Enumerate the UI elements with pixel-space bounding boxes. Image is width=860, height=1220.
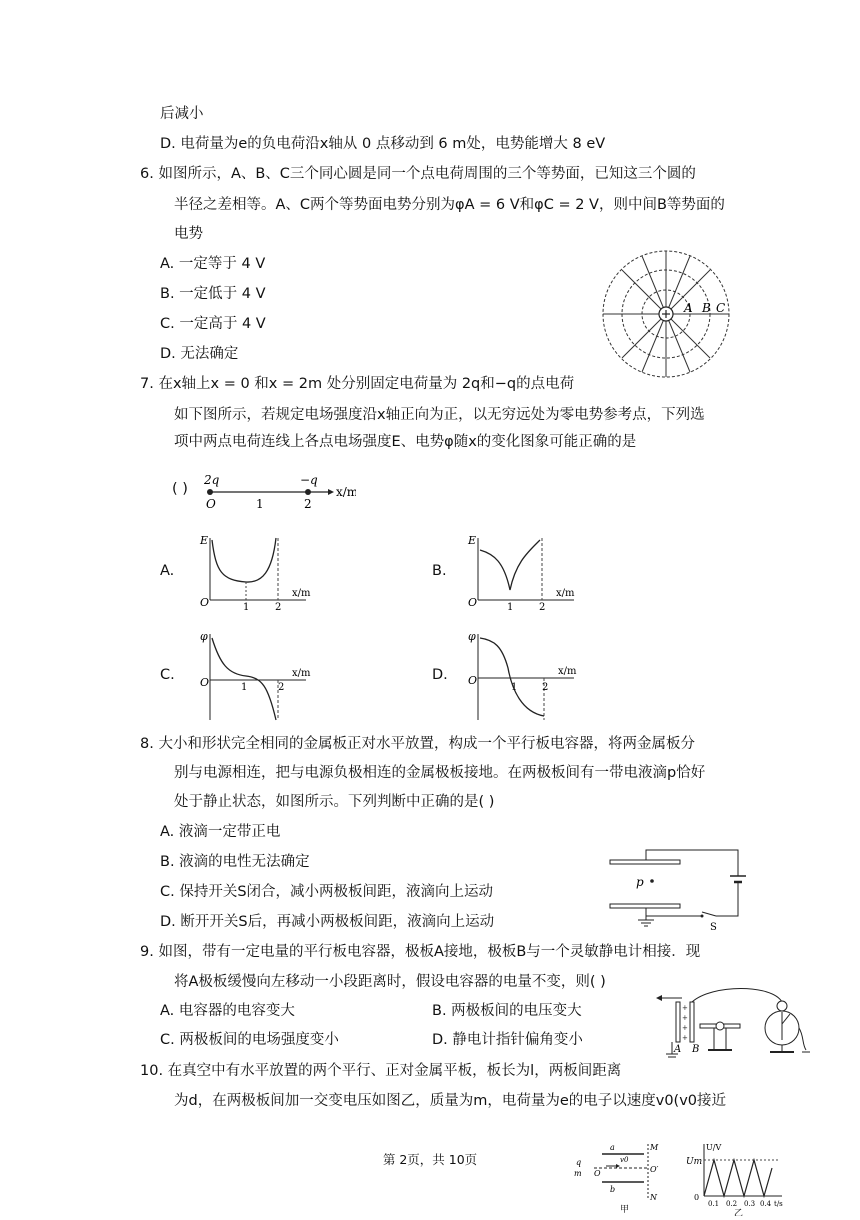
label-b: B [702, 301, 711, 315]
tick-04: 0.4 [760, 1200, 772, 1208]
label-zero: 0 [694, 1193, 700, 1202]
q7-stem-2: 如下图所示，若规定电场强度沿x轴正向为正，以无穷远处为零电势参考点，下列选 [174, 407, 705, 423]
tick-2: 2 [275, 602, 282, 612]
tick-03: 0.3 [744, 1200, 756, 1208]
q8-stem-1: 8. 大小和形状完全相同的金属板正对水平放置，构成一个平行板电容器，将两金属板分 [140, 736, 695, 752]
label-a: A [674, 1044, 682, 1055]
q6-stem-1: 6. 如图所示，A、B、C三个同心圆是同一个点电荷周围的三个等势面，已知这三个圆的 [140, 166, 696, 182]
label-b: b [610, 1185, 616, 1194]
label-o: O [200, 596, 210, 609]
q8-option-c: C. 保持开关S闭合，减小两极板间距，液滴向上运动 [160, 884, 494, 900]
label-o: O [200, 676, 210, 689]
q7-charge-axis [196, 470, 356, 514]
label-b: B [692, 1044, 700, 1055]
q9-option-b: B. 两极板间的电压变大 [432, 1003, 582, 1019]
q7-stem-1: 7. 在x轴上x = 0 和x = 2m 处分别固定电荷量为 2q和−q的点电荷 [140, 376, 575, 392]
q6-stem-2: 半径之差相等。A、C两个等势面电势分别为φA = 6 V和φC = 2 V，则中间B等势面的 [174, 197, 725, 213]
q7-graph-a [196, 532, 326, 612]
q7-option-c: C. [160, 667, 175, 683]
q6-option-d: D. 无法确定 [160, 346, 239, 362]
tick-2: 2 [542, 682, 549, 693]
q7-stem-3: 项中两点电荷连线上各点电场强度E、电势φ随x的变化图象可能正确的是 [174, 434, 637, 450]
q9-option-d: D. 静电计指针偏角变小 [432, 1032, 583, 1048]
q6-option-b: B. 一定低于 4 V [160, 286, 266, 302]
q6-option-c: C. 一定高于 4 V [160, 316, 266, 332]
q5-option-d: D. 电荷量为e的负电荷沿x轴从 0 点移动到 6 m处，电势能增大 8 eV [160, 136, 606, 152]
tick-2: 2 [278, 682, 285, 693]
svg-text:+: + [682, 1014, 688, 1022]
tick-1: 1 [241, 682, 248, 693]
q7-graph-d [464, 628, 594, 724]
svg-text:+: + [682, 1034, 688, 1042]
tick-1: 1 [243, 602, 250, 612]
q7-option-b: B. [432, 563, 447, 579]
label-o-prime: O′ [650, 1165, 659, 1174]
label-u: U/V [706, 1143, 722, 1152]
q7-graph-b [464, 532, 594, 612]
q10-stem-2: 为d，在两极板间加一交变电压如图乙，质量为m，电荷量为e的电子以速度v0(v0接近 [174, 1093, 727, 1109]
q8-capacitor-figure [606, 846, 756, 930]
label-o: O [468, 596, 478, 609]
q10-stem-1: 10. 在真空中有水平放置的两个平行、正对金属平板，板长为l，两板间距离 [140, 1063, 622, 1079]
q9-electrometer-figure [652, 984, 812, 1062]
charge-2q: 2q [204, 473, 220, 487]
q10-figure-jia [572, 1140, 676, 1216]
axis-xm: x/m [336, 485, 356, 499]
continuation-text: 后减小 [160, 106, 204, 122]
label-s: S [710, 922, 717, 930]
label-c: C [716, 301, 726, 315]
q8-option-b: B. 液滴的电性无法确定 [160, 854, 310, 870]
label-p: p [636, 875, 644, 889]
label-e: E [468, 534, 477, 547]
tick-1: 1 [511, 682, 518, 693]
q8-option-a: A. 液滴一定带正电 [160, 824, 281, 840]
label-v0: v0 [620, 1156, 629, 1164]
label-o: O [594, 1169, 601, 1178]
q7-option-a: A. [160, 563, 175, 579]
svg-text:+: + [682, 1004, 688, 1012]
q7-graph-c [196, 628, 326, 724]
origin-o: O [206, 497, 216, 511]
label-e: E [200, 534, 209, 547]
q9-option-a: A. 电容器的电容变大 [160, 1003, 295, 1019]
svg-text:+: + [682, 1024, 688, 1032]
q9-option-c: C. 两极板间的电场强度变小 [160, 1032, 339, 1048]
q6-option-a: A. 一定等于 4 V [160, 256, 266, 272]
label-o: O [468, 674, 478, 687]
q8-stem-2: 别与电源相连，把与电源负极相连的金属极板接地。在两极板间有一带电液滴p恰好 [174, 765, 706, 781]
label-phi: φ [200, 630, 208, 643]
tick-02: 0.2 [726, 1200, 738, 1208]
label-xm: x/m [558, 666, 577, 677]
q6-stem-3: 电势 [174, 226, 203, 242]
label-xm: x/m [556, 588, 575, 599]
tick-2: 2 [539, 602, 546, 612]
q8-option-d: D. 断开开关S后，再减小两极板间距，液滴向上运动 [160, 914, 495, 930]
tick-2: 2 [304, 497, 312, 511]
label-m: m [574, 1169, 582, 1178]
page-footer: 第 2页，共 10页 [382, 1152, 478, 1167]
label-xm: x/m [292, 668, 311, 679]
label-phi: φ [468, 630, 476, 643]
charge-neg-q: −q [300, 473, 318, 487]
label-um: Um [686, 1157, 703, 1167]
label-xm: x/m [292, 588, 311, 599]
tick-1: 1 [507, 602, 514, 612]
q7-paren: ( ) [172, 481, 188, 497]
label-a: a [610, 1143, 615, 1152]
q10-figure-yi [682, 1140, 792, 1216]
label-m-upper: M [650, 1143, 659, 1152]
q6-equipotential-figure [600, 248, 732, 380]
label-ts: t/s [774, 1200, 783, 1208]
caption-jia: 甲 [620, 1205, 630, 1215]
q8-stem-3: 处于静止状态，如图所示。下列判断中正确的是( ) [174, 794, 495, 810]
q9-stem-2: 将A极板缓慢向左移动一小段距离时，假设电容器的电量不变，则( ) [174, 974, 606, 990]
tick-01: 0.1 [708, 1200, 720, 1208]
tick-1: 1 [256, 497, 264, 511]
label-n: N [650, 1193, 657, 1202]
label-q: q [576, 1158, 582, 1167]
label-a: A [684, 301, 693, 315]
caption-yi: 乙 [734, 1209, 744, 1216]
q9-stem-1: 9. 如图，带有一定电量的平行板电容器，极板A接地，极板B与一个灵敏静电计相接．现 [140, 944, 701, 960]
q7-option-d: D. [432, 667, 448, 683]
